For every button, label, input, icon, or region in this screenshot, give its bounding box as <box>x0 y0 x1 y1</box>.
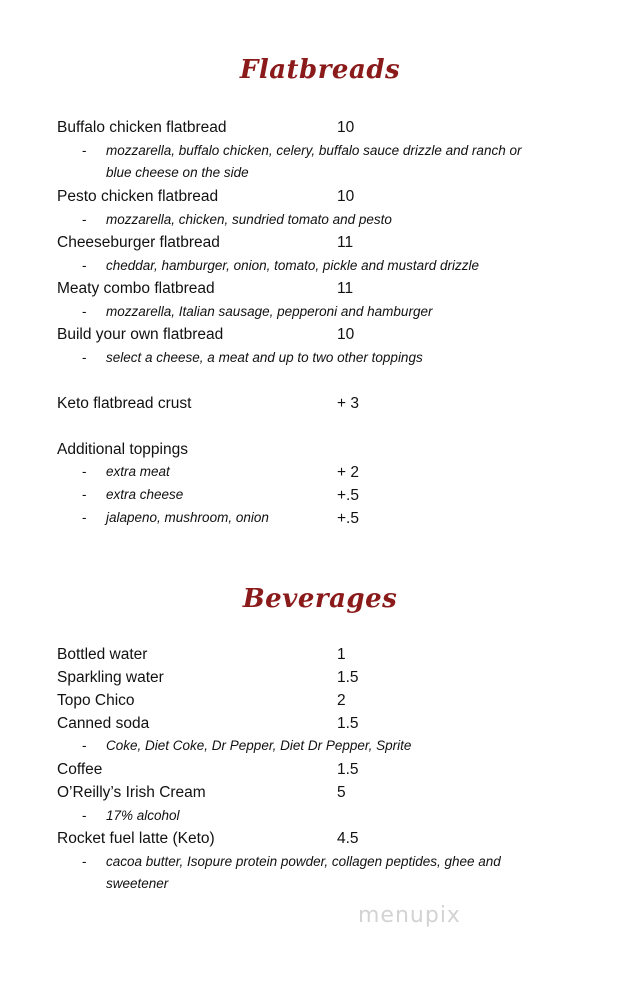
item-name: Rocket fuel latte (Keto) <box>57 830 215 847</box>
item-description <box>82 851 506 895</box>
description-text: mozzarella, chicken, sundried tomato and pesto <box>106 212 392 227</box>
item-name: Coffee <box>57 761 103 778</box>
item-name: Sparkling water <box>57 669 164 686</box>
dash: - <box>82 738 87 753</box>
keto-crust-name: Keto flatbread crust <box>57 395 192 412</box>
item-price: 11 <box>337 280 354 297</box>
topping-name: extra meat <box>106 464 170 479</box>
item-name: Bottled water <box>57 646 148 663</box>
topping-price: +.5 <box>337 510 359 527</box>
item-name: Buffalo chicken flatbread <box>57 119 227 136</box>
item-price: 10 <box>337 326 355 343</box>
flatbreads-title: Flatbreads <box>239 55 401 85</box>
item-description <box>82 805 526 827</box>
item-price: 1.5 <box>337 715 359 732</box>
description-text: cheddar, hamburger, onion, tomato, pickle and mustard drizzle <box>106 258 479 273</box>
item-name: Canned soda <box>57 715 150 732</box>
item-price: 1.5 <box>337 761 359 778</box>
dash: - <box>82 143 87 158</box>
topping-price: +.5 <box>337 487 359 504</box>
toppings-heading: Additional toppings <box>57 441 188 458</box>
description-text: Coke, Diet Coke, Dr Pepper, Diet Dr Pepper, Sprite <box>106 738 412 753</box>
item-name: Topo Chico <box>57 692 135 709</box>
item-price: 10 <box>337 188 355 205</box>
topping-item <box>82 484 326 506</box>
dash: - <box>82 487 87 502</box>
dash: - <box>82 510 87 525</box>
item-description <box>82 140 526 184</box>
dash: - <box>82 212 87 227</box>
item-name: Meaty combo flatbread <box>57 280 215 297</box>
keto-crust-price: + 3 <box>337 395 359 412</box>
topping-item <box>82 507 326 529</box>
item-name: Cheeseburger flatbread <box>57 234 220 251</box>
topping-item <box>82 461 326 483</box>
topping-name: jalapeno, mushroom, onion <box>106 510 269 525</box>
description-text: 17% alcohol <box>106 808 180 823</box>
item-price: 5 <box>337 784 346 801</box>
description-text: cacoa butter, Isopure protein powder, collagen peptides, ghee and sweetener <box>106 854 501 891</box>
dash: - <box>82 854 87 869</box>
item-name: Build your own flatbread <box>57 326 224 343</box>
dash: - <box>82 350 87 365</box>
item-price: 1 <box>337 646 346 663</box>
item-name: Pesto chicken flatbread <box>57 188 219 205</box>
dash: - <box>82 464 87 479</box>
item-name: O’Reilly’s Irish Cream <box>57 784 206 801</box>
item-description <box>82 255 566 277</box>
description-text: mozzarella, Italian sausage, pepperoni and hamburger <box>106 304 433 319</box>
dash: - <box>82 808 87 823</box>
beverages-title: Beverages <box>242 584 398 614</box>
item-price: 2 <box>337 692 346 709</box>
dash: - <box>82 258 87 273</box>
item-price: 11 <box>337 234 354 251</box>
item-description <box>82 735 526 757</box>
item-description <box>82 209 526 231</box>
topping-name: extra cheese <box>106 487 184 502</box>
item-description <box>82 301 526 323</box>
description-text: mozzarella, buffalo chicken, celery, buffalo sauce drizzle and ranch or blue cheese on the side <box>106 143 522 180</box>
item-price: 1.5 <box>337 669 359 686</box>
description-text: select a cheese, a meat and up to two other toppings <box>106 350 423 365</box>
watermark-logo: menupix <box>358 903 461 928</box>
item-price: 4.5 <box>337 830 359 847</box>
dash: - <box>82 304 87 319</box>
topping-price: + 2 <box>337 464 359 481</box>
item-price: 10 <box>337 119 355 136</box>
item-description <box>82 347 526 369</box>
